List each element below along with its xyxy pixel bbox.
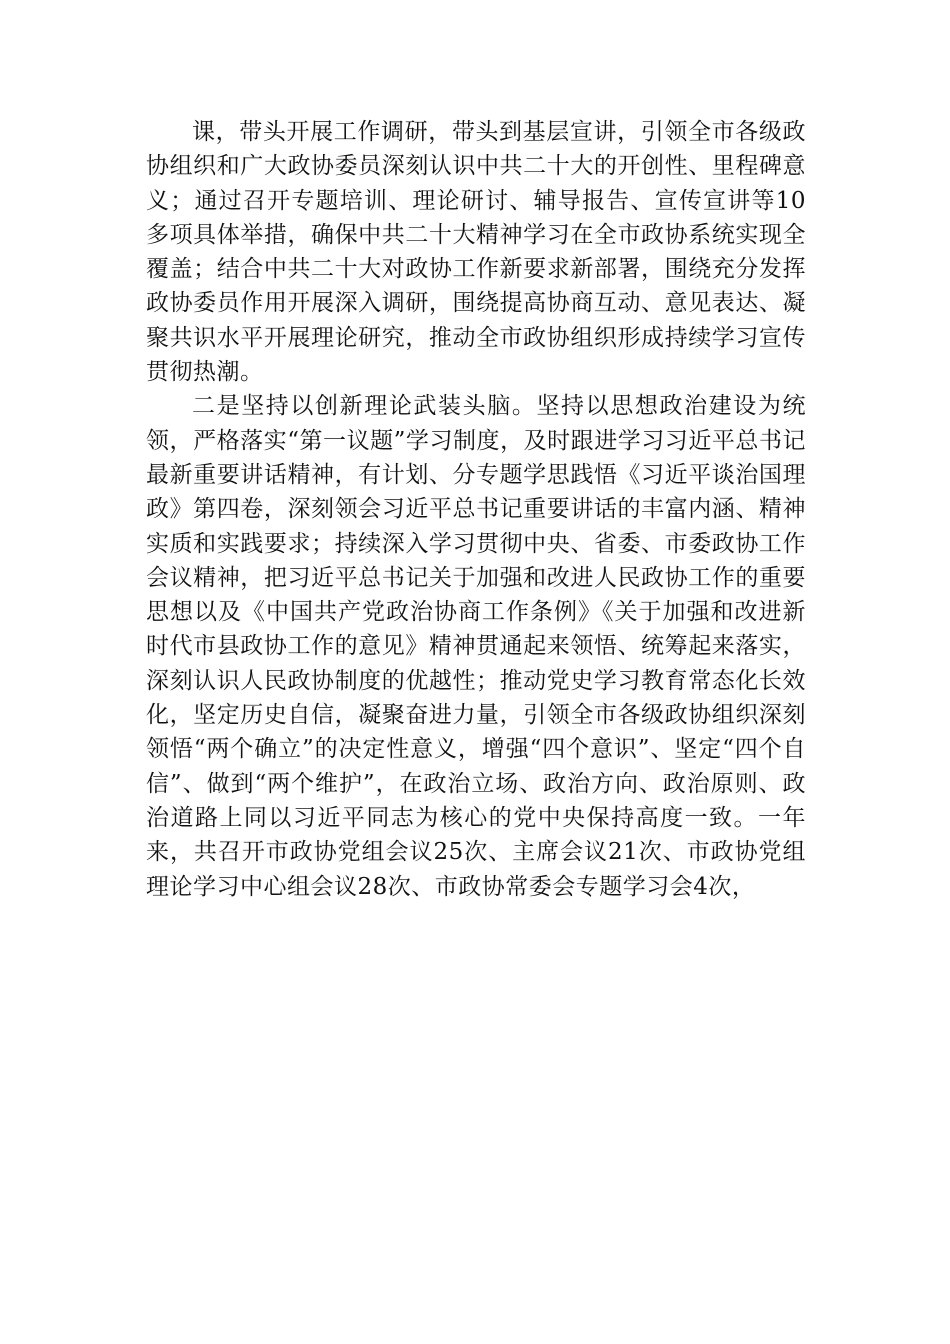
body-text xyxy=(146,115,806,904)
paragraph-2: 二是坚持以创新理论武装头脑。坚持以思想政治建设为统领，严格落实“第一议题”学习制度，及时跟进学习习近平总书记最新重要讲话精神，有计划、分专题学思践悟《习近平谈治国理政》第四卷，深刻领会习近平总书记重要讲话的丰富内涵、精神实质和实践要求；持续深入学习贯彻中央、省委、市委政协工作会议精神，把习近平总书记关于加强和改进人民政协工作的重要思想以及《中国共产党政治协商工作条例》《关于加强和改进新时代市县政协工作的意见》精神贯通起来领悟、统筹起来落实，深刻认识人民政协制度的优越性；推动党史学习教育常态化长效化，坚定历史自信，凝聚奋进力量，引领全市各级政协组织深刻领悟“两个确立”的决定性意义，增强“四个意识”、坚定“四个自信”、做到“两个维护”，在政治立场、政治方向、政治原则、政治道路上同以习近平同志为核心的党中央保持高度一致。一年来，共召开市政协党组会议25次、主席会议21次、市政协党组理论学习中心组会议28次、市政协常委会专题学习会4次， xyxy=(146,393,806,900)
paragraph-1: 课，带头开展工作调研，带头到基层宣讲，引领全市各级政协组织和广大政协委员深刻认识中共二十大的开创性、里程碑意义；通过召开专题培训、理论研讨、辅导报告、宣传宣讲等10多项具体举措，确保中共二十大精神学习在全市政协系统实现全覆盖；结合中共二十大对政协工作新要求新部署，围绕充分发挥政协委员作用开展深入调研，围绕提高协商互动、意见表达、凝聚共识水平开展理论研究，推动全市政协组织形成持续学习宣传贯彻热潮。 xyxy=(146,119,806,386)
